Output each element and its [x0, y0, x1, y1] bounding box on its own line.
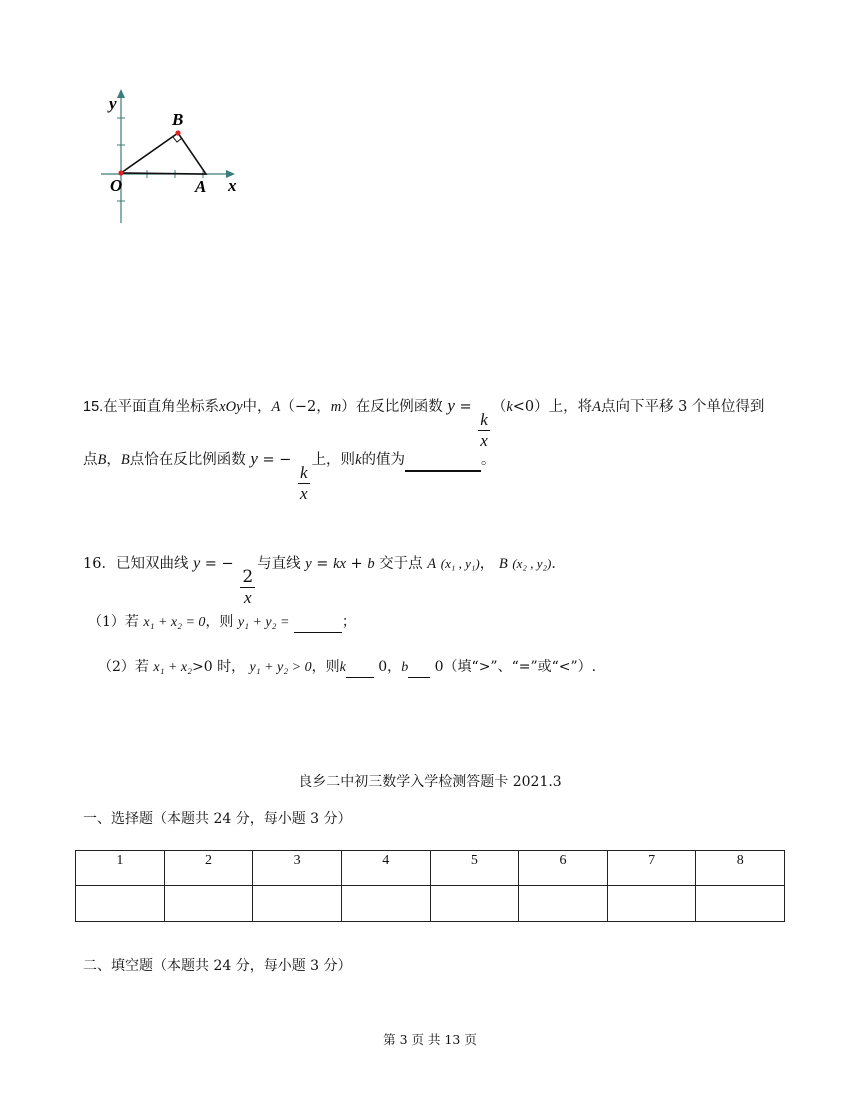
column-header: 5 [430, 851, 519, 886]
point-o [118, 170, 123, 175]
question-15-line-2: 点B，B点恰在反比例函数 y = − $\frac{k}{x}$ 上，则k的值为 。 [83, 449, 496, 503]
y-axis-arrow [117, 89, 125, 98]
page-footer: 第 3 页 共 13 页 [383, 1032, 477, 1047]
question-15-line-1: 15.在平面直角坐标系xOy中，A（−2，m）在反比例函数 y = $\frac{k}{x}$ （k<0）上，将A点向下平移 3 个单位得到 [83, 396, 765, 450]
answer-cell[interactable] [607, 886, 696, 922]
answer-cell[interactable] [164, 886, 253, 922]
label-x: x [228, 176, 237, 195]
answer-blank-16-1[interactable] [294, 616, 342, 633]
triangle-figure [95, 85, 255, 235]
question-16-number: 16．已知双曲线 [83, 556, 189, 572]
question-16-part-2: （2）若 x₁ + x₂>0 时， y₁ + y₂ > 0，则k 0，b 0（填“>”、“=”或“<”）. [98, 656, 596, 678]
answer-cell[interactable] [76, 886, 165, 922]
section-2-heading: 二、填空题（本题共 24 分，每小题 3 分） [83, 958, 352, 974]
answer-cell[interactable] [253, 886, 342, 922]
question-16-line-1: 16．已知双曲线 y = − $\frac{2}{x}$ 与直线 y = kx + b 交于点 A (x₁ , y₁)， B (x₂ , y₂)． [83, 555, 566, 607]
answer-blank-16-k[interactable] [346, 661, 374, 678]
column-header: 1 [76, 851, 165, 886]
answer-table-row [76, 886, 785, 922]
point-b [175, 130, 180, 135]
fraction-2-over-x: $\frac{2}{x}$ [242, 567, 254, 607]
column-header: 3 [253, 851, 342, 886]
answer-cell[interactable] [519, 886, 608, 922]
label-y: y [109, 94, 117, 113]
answer-table [75, 850, 785, 922]
answer-card-title: 良乡二中初三数学入学检测答题卡 2021.3 [298, 774, 562, 790]
section-1-heading: 一、选择题（本题共 24 分，每小题 3 分） [83, 811, 352, 827]
question-15-number: 15. [83, 399, 104, 415]
column-header: 2 [164, 851, 253, 886]
answer-cell[interactable] [430, 886, 519, 922]
column-header: 6 [519, 851, 608, 886]
label-o: O [110, 176, 123, 195]
label-b: B [172, 110, 184, 129]
fraction-k-over-x: $\frac{k}{x}$ [480, 410, 488, 450]
answer-cell[interactable] [341, 886, 430, 922]
answer-table-header-row [76, 851, 785, 886]
answer-cell[interactable] [696, 886, 785, 922]
answer-blank-15[interactable] [405, 454, 481, 472]
fraction-neg-k-over-x: $\frac{k}{x}$ [300, 463, 308, 503]
triangle [121, 133, 206, 174]
question-16-part-1: （1）若 x₁ + x₂ = 0，则 y₁ + y₂ = ； [88, 611, 356, 633]
column-header: 4 [341, 851, 430, 886]
column-header: 7 [607, 851, 696, 886]
column-header: 8 [696, 851, 785, 886]
label-a: A [195, 177, 207, 196]
answer-blank-16-b[interactable] [408, 661, 430, 678]
